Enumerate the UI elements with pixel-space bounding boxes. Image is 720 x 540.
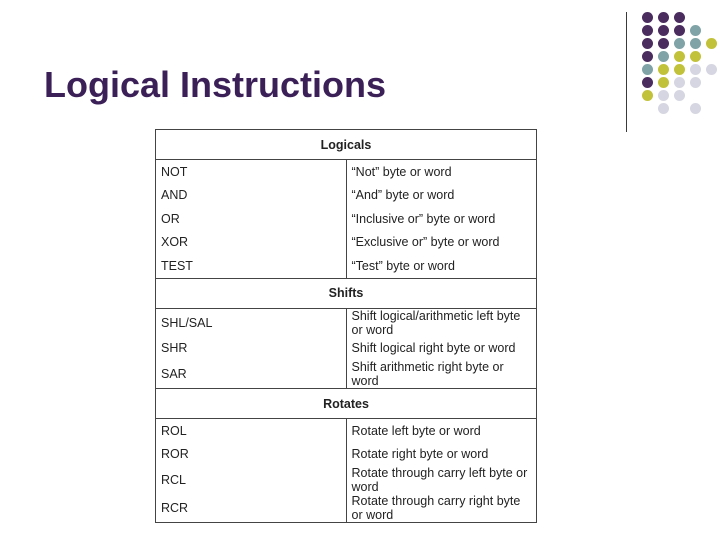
mnemonic-cell: SHR [156, 337, 347, 361]
section-header-logicals: Logicals [156, 130, 537, 160]
table-row [156, 254, 537, 278]
table-row [156, 231, 537, 255]
decorative-dot [658, 38, 669, 49]
instruction-table [155, 129, 537, 523]
decorative-dot [642, 51, 653, 62]
mnemonic-cell: AND [156, 184, 347, 208]
slide-title: Logical Instructions [44, 64, 387, 105]
decorative-dot [642, 38, 653, 49]
mnemonic-cell: XOR [156, 231, 347, 255]
table-row [156, 494, 537, 523]
table-row [156, 360, 537, 389]
decorative-dot [658, 51, 669, 62]
decorative-dot [706, 38, 717, 49]
decorative-dot [658, 25, 669, 36]
decorative-dot [674, 90, 685, 101]
decorative-dot [642, 64, 653, 75]
section-header-row [156, 130, 537, 160]
mnemonic-cell: NOT [156, 160, 347, 184]
table-row [156, 443, 537, 467]
decorative-dot [690, 38, 701, 49]
decorative-dot [658, 103, 669, 114]
mnemonic-cell: OR [156, 207, 347, 231]
decorative-dot [658, 64, 669, 75]
section-header-row [156, 278, 537, 308]
mnemonic-cell: ROR [156, 443, 347, 467]
description-cell: “Not” byte or word [351, 164, 452, 179]
description-cell: Shift arithmetic right byte or word [351, 360, 504, 388]
decorative-dot [690, 25, 701, 36]
mnemonic-cell: ROL [156, 419, 347, 443]
description-cell: Shift logical right byte or word [351, 341, 516, 356]
decorative-dot [642, 90, 653, 101]
description-cell: “And” byte or word [351, 188, 455, 203]
decorative-dot [642, 12, 653, 23]
table-row [156, 419, 537, 443]
description-cell: Rotate right byte or word [351, 447, 489, 462]
mnemonic-cell: SAR [156, 360, 347, 389]
table-row [156, 308, 537, 337]
table-row [156, 466, 537, 494]
decorative-dot [690, 77, 701, 88]
decorative-dot [658, 77, 669, 88]
mnemonic-cell: SHL/SAL [156, 308, 347, 337]
decorative-dot [658, 12, 669, 23]
table-row [156, 160, 537, 184]
mnemonic-cell: RCL [156, 466, 347, 494]
description-cell: “Test” byte or word [351, 258, 456, 273]
mnemonic-cell: TEST [156, 254, 347, 278]
description-cell: “Exclusive or” byte or word [351, 235, 500, 250]
decorative-dot [658, 90, 669, 101]
mnemonic-cell: RCR [156, 494, 347, 523]
decorative-dot [690, 51, 701, 62]
section-header-shifts: Shifts [156, 278, 537, 308]
table-row [156, 184, 537, 208]
table-row [156, 337, 537, 361]
decorative-dot [642, 77, 653, 88]
decorative-dot [674, 77, 685, 88]
description-cell: Rotate through carry left byte or word [351, 466, 528, 494]
decorative-dot [674, 64, 685, 75]
decorative-dot [674, 12, 685, 23]
description-cell: Rotate left byte or word [351, 423, 481, 438]
decorative-dot [674, 51, 685, 62]
title-divider-line [626, 12, 627, 132]
table-row [156, 207, 537, 231]
decorative-dot [690, 64, 701, 75]
section-header-row [156, 389, 537, 419]
description-cell: “Inclusive or” byte or word [351, 211, 496, 226]
description-cell: Shift logical/arithmetic left byte or word [351, 308, 521, 337]
decorative-dot [674, 25, 685, 36]
decorative-dot [642, 25, 653, 36]
description-cell: Rotate through carry right byte or word [351, 494, 521, 522]
section-header-rotates: Rotates [156, 389, 537, 419]
decorative-dot [690, 103, 701, 114]
decorative-dot [674, 38, 685, 49]
decorative-dot [706, 64, 717, 75]
